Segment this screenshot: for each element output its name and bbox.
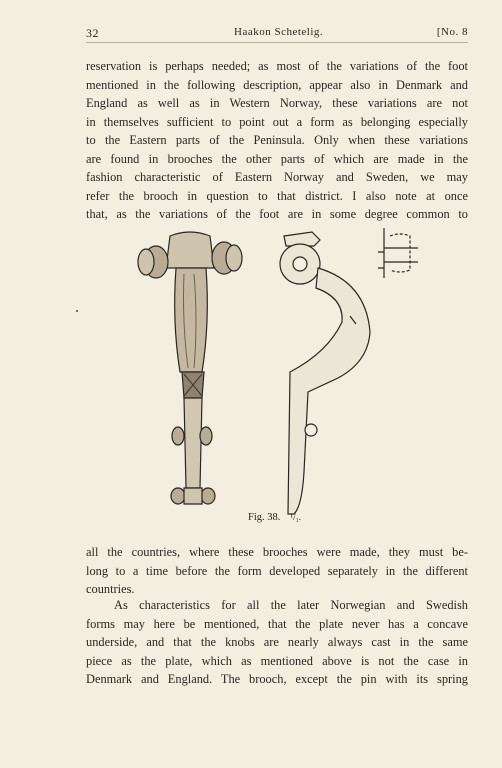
text-line: in themselves sufficient to point out a form as belonging especially — [86, 114, 468, 129]
text-line: piece as the plate, which as mentioned above is not the case in — [86, 653, 468, 668]
text-line: countries. — [86, 582, 135, 596]
page-number: 32 — [86, 26, 99, 40]
header-rule — [86, 42, 468, 43]
text-line: long to a time before the form developed separately in the different — [86, 563, 468, 578]
paragraph-3 — [86, 596, 468, 689]
text-line: underside, and that the knobs are nearly always cast in the same — [86, 635, 468, 649]
text-line: to the Eastern parts of the Peninsula. Only when these variations — [86, 133, 468, 147]
brooch-illustration — [128, 222, 428, 522]
caption-scale: ¹/₁. — [290, 512, 301, 522]
text-line: are found in brooches the other parts of which are made in the — [86, 151, 468, 166]
text-line: refer the brooch in question to that district. I also note at once — [86, 188, 468, 203]
text-line: As characteristics for all the later Norwegian and Swedish — [114, 598, 468, 612]
caption-label: Fig. 38. — [248, 512, 281, 523]
text-line: forms may here be mentioned, that the plate never has a concave — [86, 616, 468, 631]
text-line: reservation is perhaps needed; as most of the variations of the foot — [86, 59, 468, 73]
paragraph-1 — [86, 57, 468, 224]
text-line: all the countries, where these brooches were made, they must be- — [86, 545, 468, 559]
text-line: England as well as in Western Norway, these variations are not — [86, 96, 468, 110]
text-line: Denmark and England. The brooch, except the pin with its spring — [86, 672, 468, 686]
figure-caption — [248, 512, 301, 523]
running-header — [86, 26, 468, 42]
text-line: that, as the variations of the foot are in some degree common to — [86, 207, 468, 221]
series-number: [No. 8 — [436, 26, 468, 38]
running-title: Haakon Schetelig. — [234, 26, 324, 38]
brooch-figure — [128, 222, 428, 522]
text-line: fashion characteristic of Eastern Norway and Sweden, we may — [86, 170, 468, 184]
paragraph-2 — [86, 543, 468, 599]
text-line: mentioned in the following description, appear also in Denmark and — [86, 77, 468, 92]
paper-speck — [76, 310, 78, 312]
